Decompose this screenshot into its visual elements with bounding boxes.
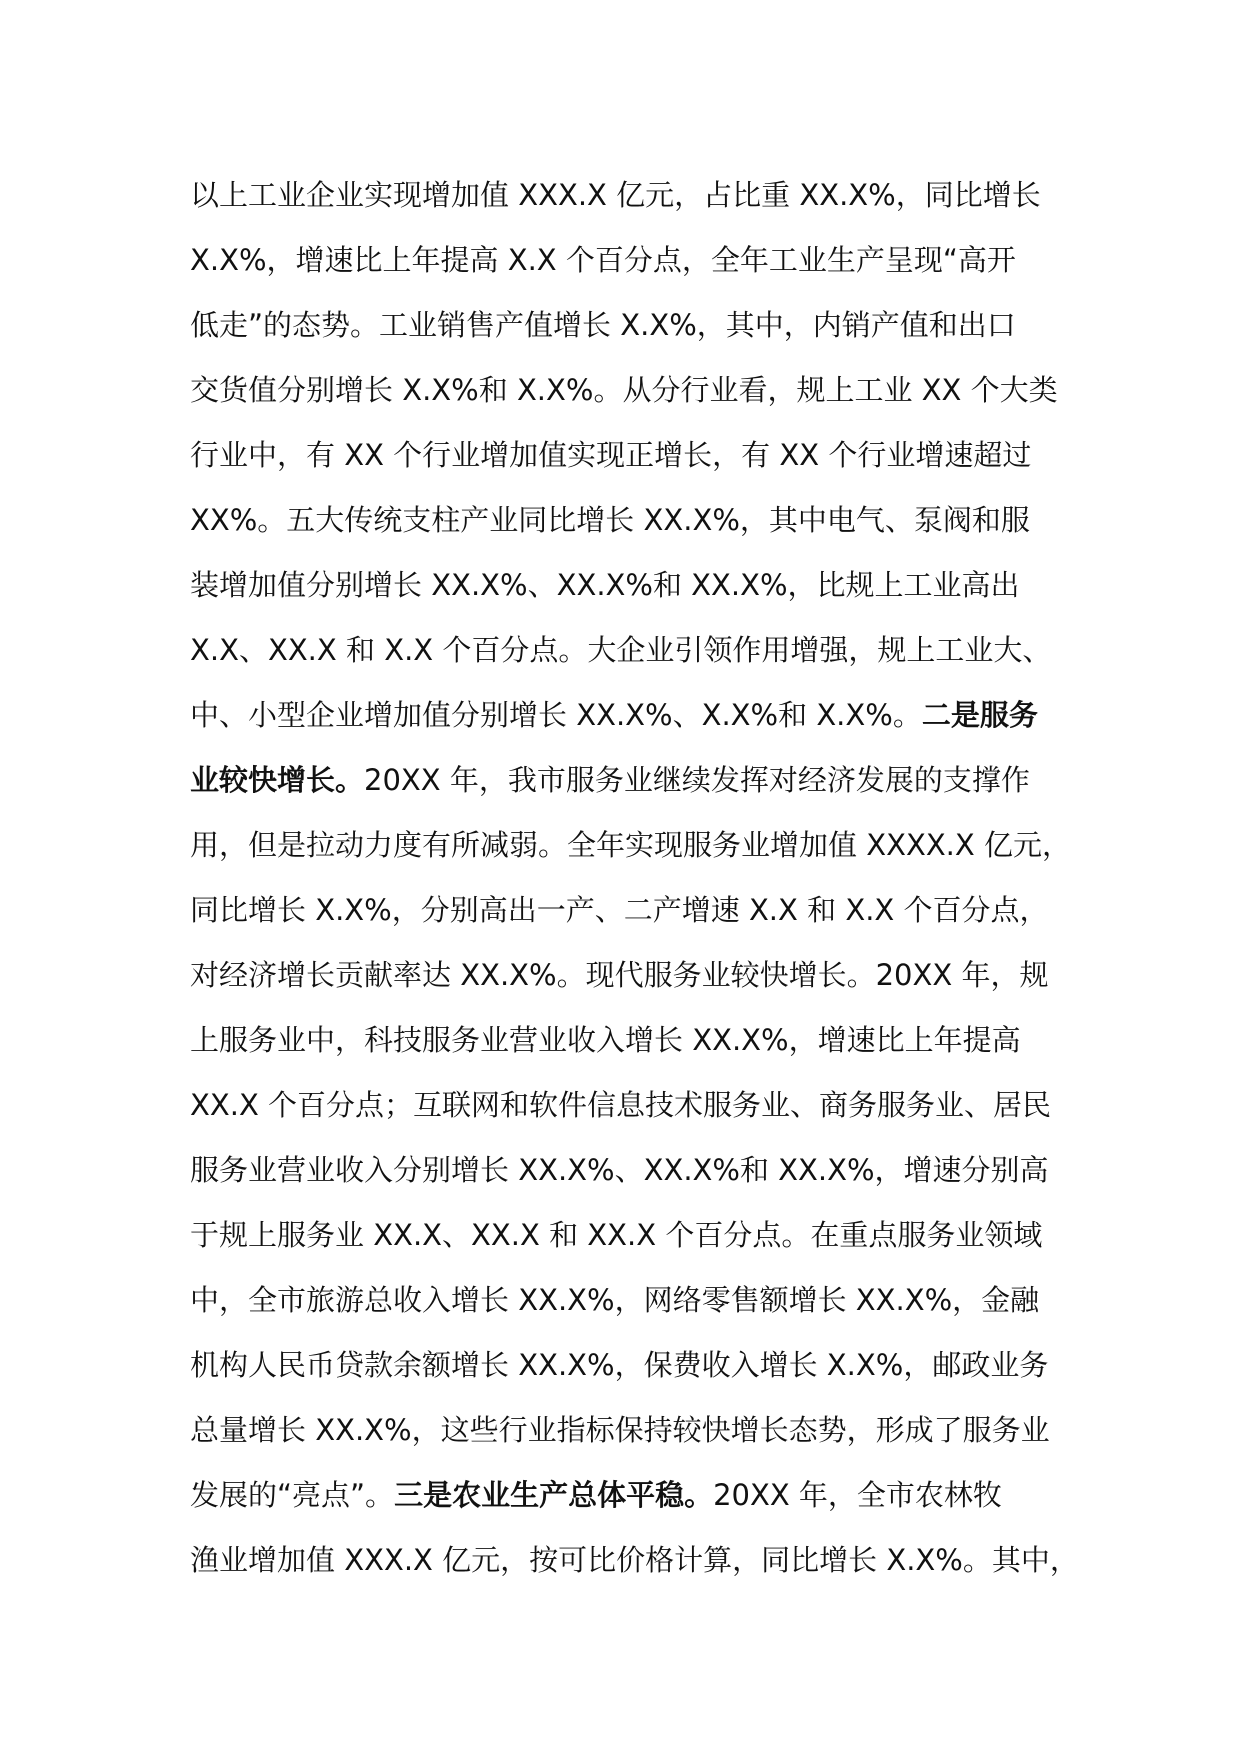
- text-run: X.X、XX.X 和 X.X 个百分点。大企业引领作用增强，规上工业大、: [190, 633, 1052, 667]
- text-line: [190, 1528, 1090, 1593]
- text-line: [190, 1073, 1090, 1138]
- text-run: 交货值分别增长 X.X%和 X.X%。从分行业看，规上工业 XX 个大类: [190, 373, 1058, 407]
- text-run: 中，全市旅游总收入增长 XX.X%，网络零售额增长 XX.X%，金融: [190, 1283, 1040, 1317]
- text-run: 上服务业中，科技服务业营业收入增长 XX.X%，增速比上年提高: [190, 1023, 1021, 1057]
- text-line: [190, 813, 1090, 878]
- text-run: 渔业增加值 XXX.X 亿元，按可比价格计算，同比增长 X.X%。其中，: [190, 1543, 1079, 1577]
- text-line: [190, 1268, 1090, 1333]
- text-run: 行业中，有 XX 个行业增加值实现正增长，有 XX 个行业增速超过: [190, 438, 1032, 472]
- text-line: [190, 293, 1090, 358]
- text-run: 总量增长 XX.X%，这些行业指标保持较快增长态势，形成了服务业: [190, 1413, 1050, 1447]
- text-line: [190, 943, 1090, 1008]
- text-line: [190, 1333, 1090, 1398]
- text-run: XX.X 个百分点；互联网和软件信息技术服务业、商务服务业、居民: [190, 1088, 1052, 1122]
- text-run: 用，但是拉动力度有所减弱。全年实现服务业增加值 XXXX.X 亿元，: [190, 828, 1071, 862]
- text-line: [190, 423, 1090, 488]
- bold-heading-run: 三是农业生产总体平稳。: [394, 1478, 714, 1512]
- text-run: X.X%，增速比上年提高 X.X 个百分点，全年工业生产呈现“高开: [190, 243, 1016, 277]
- text-line: [190, 1138, 1090, 1203]
- text-run: 以上工业企业实现增加值 XXX.X 亿元，占比重 XX.X%，同比增长: [190, 178, 1041, 212]
- text-line: [190, 1463, 1090, 1528]
- text-run: 中、小型企业增加值分别增长 XX.X%、X.X%和 X.X%。: [190, 698, 922, 732]
- bold-heading-run: 业较快增长。: [190, 763, 365, 797]
- text-line: [190, 683, 1090, 748]
- text-run: 装增加值分别增长 XX.X%、XX.X%和 XX.X%，比规上工业高出: [190, 568, 1020, 602]
- text-line: [190, 1203, 1090, 1268]
- text-run: XX%。五大传统支柱产业同比增长 XX.X%，其中电气、泵阀和服: [190, 503, 1030, 537]
- text-line: [190, 618, 1090, 683]
- bold-heading-run: 二是服务: [921, 698, 1038, 732]
- body-paragraph: [190, 163, 1090, 1593]
- text-run: 于规上服务业 XX.X、XX.X 和 XX.X 个百分点。在重点服务业领域: [190, 1218, 1043, 1252]
- text-line: [190, 163, 1090, 228]
- text-line: [190, 1398, 1090, 1463]
- text-line: [190, 748, 1090, 813]
- text-run: 服务业营业收入分别增长 XX.X%、XX.X%和 XX.X%，增速分别高: [190, 1153, 1049, 1187]
- text-run: 对经济增长贡献率达 XX.X%。现代服务业较快增长。20XX 年，规: [190, 958, 1049, 992]
- text-line: [190, 1008, 1090, 1073]
- text-line: [190, 358, 1090, 423]
- text-run: 发展的“亮点”。: [190, 1478, 395, 1512]
- text-line: [190, 228, 1090, 293]
- text-run: 机构人民币贷款余额增长 XX.X%，保费收入增长 X.X%，邮政业务: [190, 1348, 1049, 1382]
- text-run: 同比增长 X.X%，分别高出一产、二产增速 X.X 和 X.X 个百分点，: [190, 893, 1049, 927]
- text-run: 低走”的态势。工业销售产值增长 X.X%，其中，内销产值和出口: [190, 308, 1016, 342]
- text-run: 20XX 年，我市服务业继续发挥对经济发展的支撑作: [364, 763, 1030, 797]
- text-run: 20XX 年，全市农林牧: [713, 1478, 1002, 1512]
- text-line: [190, 553, 1090, 618]
- text-line: [190, 488, 1090, 553]
- text-line: [190, 878, 1090, 943]
